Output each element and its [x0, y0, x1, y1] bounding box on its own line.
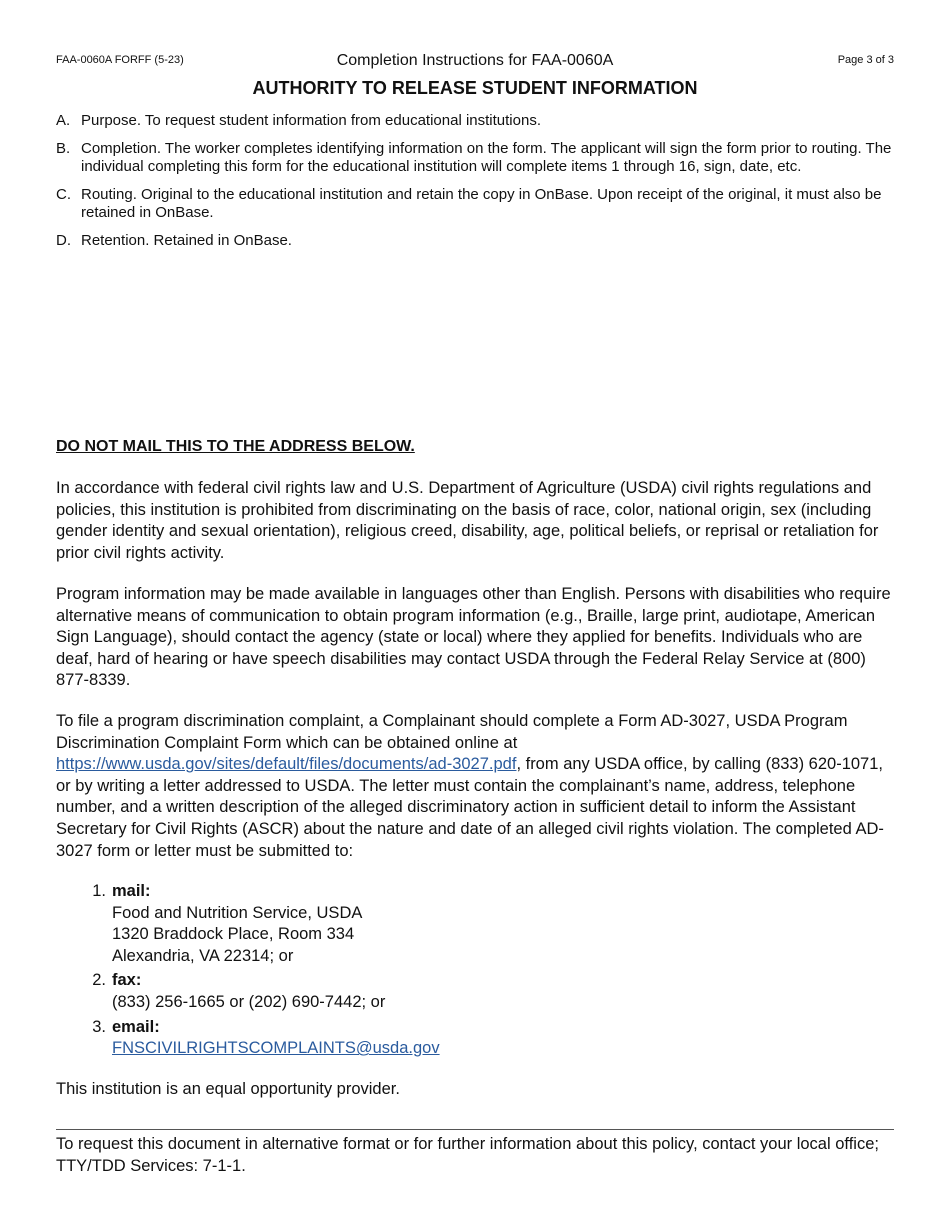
mail-address-line: Food and Nutrition Service, USDA — [112, 903, 363, 922]
footer-divider — [56, 1129, 894, 1130]
complaint-email-link[interactable]: FNSCIVILRIGHTSCOMPLAINTS@usda.gov — [112, 1039, 440, 1058]
ad-3027-form-link[interactable]: https://www.usda.gov/sites/default/files/documents/ad-3027.pdf — [56, 755, 517, 774]
contact-number: 1. — [92, 882, 106, 900]
instructions-list — [56, 112, 894, 259]
complaint-contact-list — [56, 881, 894, 1063]
instruction-item-a — [56, 112, 894, 131]
email-label: email: — [112, 1017, 160, 1036]
fax-numbers: (833) 256-1665 or (202) 690-7442; or — [112, 992, 386, 1011]
equal-opportunity-statement: This institution is an equal opportunity provider. — [56, 1080, 400, 1098]
instruction-text: Purpose. To request student information from educational institutions. — [81, 112, 541, 129]
contact-number: 2. — [92, 971, 106, 990]
mail-address-line: 1320 Braddock Place, Room 334 — [112, 925, 355, 944]
complaint-text-before: To file a program discrimination complaint, a Complainant should complete a Form AD-3027, USDA Program Discrimination Complaint Form which can be obtained online at — [56, 712, 848, 752]
language-accessibility-paragraph: Program information may be made available in languages other than English. Persons with disabilities who require alternative means of communication to obtain program information (e.g., Braille, large print, audiotape, American Sign Language), should contact the agency (state or local) where they applied for benefits. Individuals who are deaf, hard of hearing or have speech disabilities may contact USDA through the Federal Relay Service at (800) 877-8339. — [56, 585, 891, 690]
complaint-paragraph — [56, 711, 894, 862]
mail-label: mail: — [112, 882, 151, 900]
instruction-item-b — [56, 140, 894, 177]
complaint-text-after: , from any USDA office, by calling (833) 620-1071, or by writing a letter addressed to USDA. The letter must contain the complainant’s name, address, telephone number, and a written description of the alleged discriminatory action in sufficient detail to inform the Assistant Secretary for Civil Rights (ASCR) about the nature and date of an alleged civil rights violation. The completed AD-3027 form or letter must be submitted to: — [56, 755, 884, 860]
fax-label: fax: — [112, 971, 142, 990]
instruction-item-d — [56, 232, 894, 251]
contact-item-mail — [56, 881, 894, 967]
instruction-text: Routing. Original to the educational institution and retain the copy in OnBase. Upon receipt of the original, it must also be retained in OnBase. — [81, 185, 882, 221]
instruction-text: Retention. Retained in OnBase. — [81, 231, 292, 249]
instruction-letter: D. — [56, 231, 71, 249]
document-page — [56, 0, 894, 1230]
do-not-mail-warning: DO NOT MAIL THIS TO THE ADDRESS BELOW. — [56, 438, 415, 455]
instruction-letter: C. — [56, 185, 71, 203]
instruction-item-c — [56, 186, 894, 223]
document-title: AUTHORITY TO RELEASE STUDENT INFORMATION — [252, 78, 698, 98]
instruction-letter: A. — [56, 112, 71, 129]
instruction-letter: B. — [56, 139, 71, 157]
contact-number: 3. — [92, 1017, 106, 1036]
header-title: Completion Instructions for FAA-0060A — [336, 52, 614, 69]
form-id: FAA-0060A FORFF (5-23) — [56, 54, 184, 66]
contact-item-email — [56, 1017, 894, 1060]
contact-item-fax — [56, 970, 894, 1013]
footer-note: To request this document in alternative format or for further information about this policy, contact your local office; TTY/TDD Services: 7-1-1. — [56, 1135, 879, 1175]
mail-address-line: Alexandria, VA 22314; or — [112, 946, 294, 965]
nondiscrimination-statement: In accordance with federal civil rights law and U.S. Department of Agriculture (USDA) civil rights regulations and policies, this institution is prohibited from discriminating on the basis of race, color, national origin, sex (including gender identity and sexual orientation), religious creed, disability, age, political beliefs, or reprisal or retaliation for prior civil rights activity. — [56, 479, 879, 562]
page-number: Page 3 of 3 — [837, 54, 894, 66]
instruction-text: Completion. The worker completes identifying information on the form. The applicant will sign the form prior to routing. The individual completing this form for the educational institution will complete items 1 through 16, sign, date, etc. — [81, 139, 892, 175]
